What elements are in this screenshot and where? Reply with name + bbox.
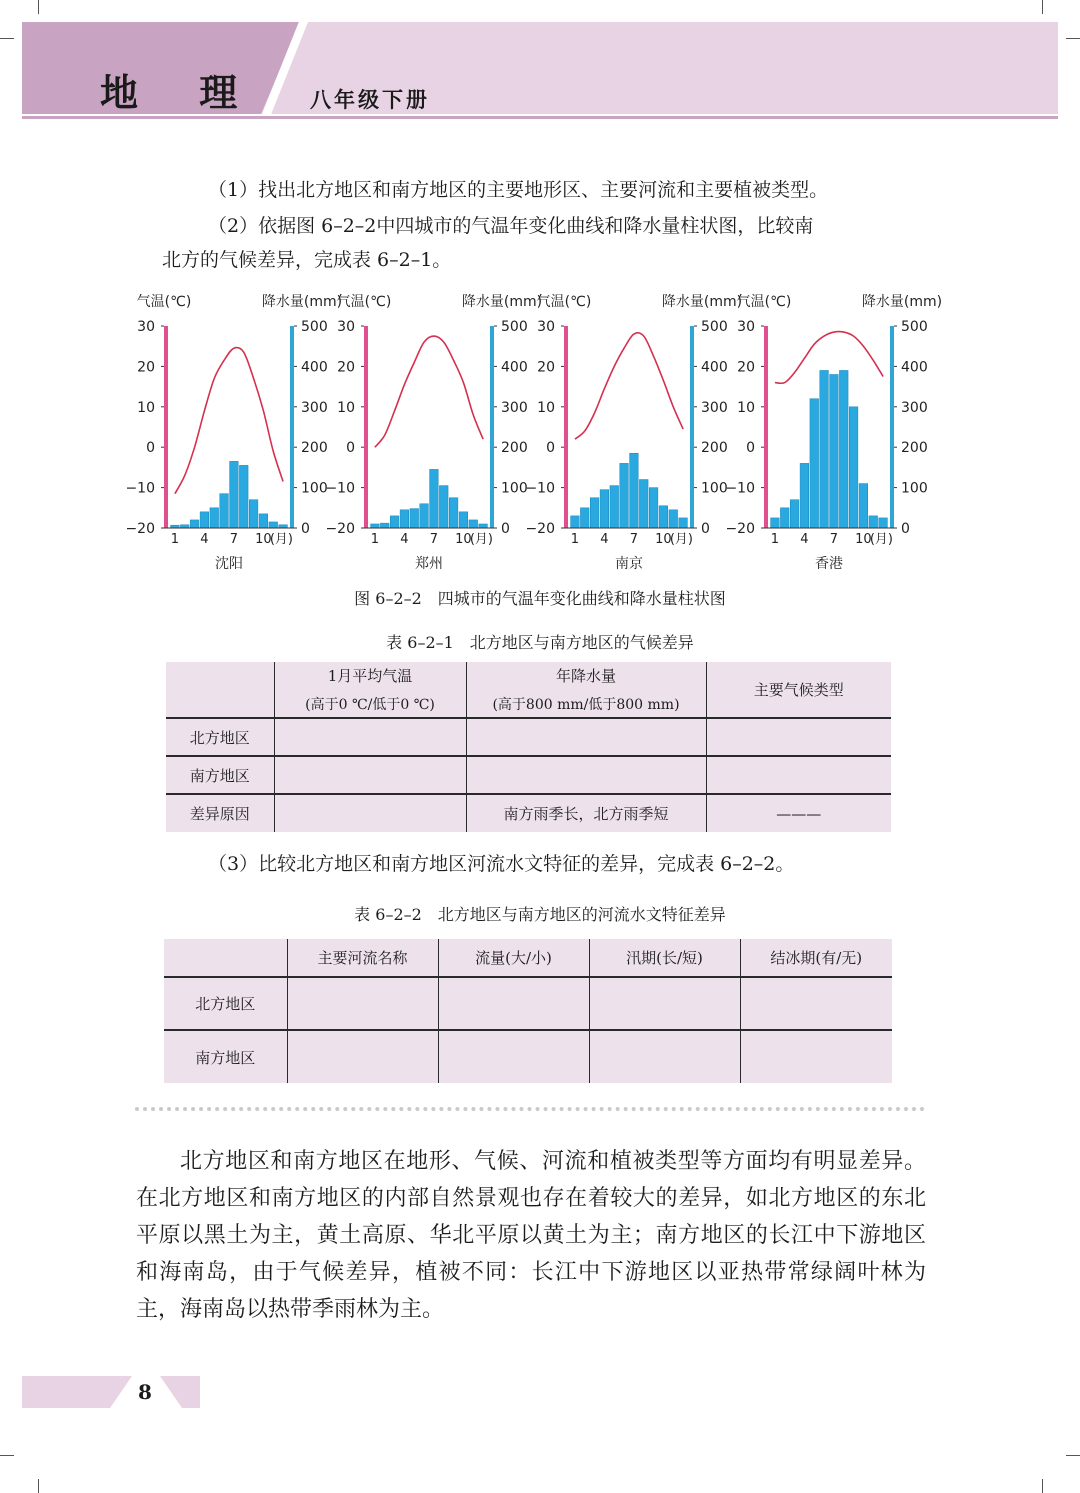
question-1: （1）找出北方地区和南方地区的主要地形区、主要河流和主要植被类型。	[208, 179, 829, 201]
precip-tick-label: 100	[901, 480, 928, 497]
precip-bar	[230, 461, 239, 528]
temperature-axis	[764, 326, 768, 528]
climate-chart-2	[325, 293, 542, 572]
precip-bar	[430, 469, 439, 528]
temp-tick-label: −20	[725, 521, 755, 537]
table1-caption: 表 6–2–1 北方地区与南方地区的气候差异	[386, 633, 694, 652]
precip-bar	[839, 370, 848, 528]
temp-tick-label: 0	[146, 440, 155, 457]
row-label-reason: 差异原因	[189, 805, 250, 823]
precip-tick-label: 100	[301, 480, 328, 497]
precip-bar	[449, 498, 458, 528]
precip-tick-label: 500	[701, 319, 728, 335]
climate-chart-1	[125, 293, 342, 572]
temp-tick-label: 30	[737, 319, 755, 335]
precip-bar	[580, 508, 589, 528]
precip-tick-label: 0	[501, 521, 510, 537]
question-2-line-1: （2）依据图 6–2–2中四城市的气温年变化曲线和降水量柱状图，比较南	[208, 215, 814, 237]
month-tick-label: 4	[200, 532, 209, 547]
precip-bar	[830, 374, 839, 528]
table-corner-cell	[166, 662, 274, 718]
month-tick-label: 10	[655, 532, 672, 547]
header-jan-temp: 1月平均气温 (高于0 ℃/低于0 ℃)	[274, 662, 466, 718]
temp-axis-title: 气温(℃)	[736, 294, 792, 310]
month-tick-label: 4	[600, 532, 609, 547]
precip-tick-label: 400	[701, 359, 728, 376]
river-features-table	[164, 939, 892, 1083]
question-3: （3）比较北方地区和南方地区河流水文特征的差异，完成表 6–2–2。	[208, 853, 795, 875]
answer-cell[interactable]	[740, 1030, 892, 1083]
temp-tick-label: 20	[737, 359, 755, 376]
month-tick-label: 1	[770, 532, 780, 547]
precip-tick-label: 400	[301, 359, 328, 376]
answer-cell[interactable]	[438, 977, 589, 1030]
subject-title: 地 理	[100, 71, 262, 115]
precip-axis-title: 降水量(mm)	[461, 294, 543, 310]
precip-bar	[571, 516, 580, 528]
precip-bar	[879, 518, 888, 528]
crop-mark	[38, 1479, 39, 1493]
precipitation-axis	[890, 326, 894, 528]
precip-tick-label: 0	[901, 521, 910, 537]
precipitation-axis	[690, 326, 694, 528]
city-name-label: 南京	[615, 556, 643, 572]
precip-bar	[190, 520, 199, 528]
temp-tick-label: −20	[125, 521, 155, 537]
answer-cell[interactable]	[466, 718, 706, 756]
dash-cell: ———	[706, 794, 891, 832]
row-label-north: 北方地区	[164, 977, 287, 1030]
precip-bar	[390, 516, 399, 528]
precip-tick-label: 300	[301, 399, 328, 416]
row-label-south: 南方地区	[195, 1048, 256, 1067]
table-row	[164, 977, 892, 1030]
table-row	[164, 1030, 892, 1083]
month-tick-label: 10	[855, 532, 872, 547]
temp-tick-label: −10	[325, 480, 355, 497]
temp-tick-label: 10	[737, 399, 755, 416]
precip-bar	[820, 370, 829, 528]
precipitation-axis	[490, 326, 494, 528]
precip-tick-label: 100	[701, 480, 728, 497]
precip-bar	[859, 484, 868, 528]
precipitation-axis	[290, 326, 294, 528]
precip-bar	[780, 508, 789, 528]
precip-bar	[620, 463, 629, 528]
climate-difference-table	[166, 662, 891, 832]
grade-label: 八年级下册	[310, 88, 430, 112]
month-tick-label: 7	[229, 532, 239, 547]
temp-tick-label: 0	[746, 440, 755, 457]
precip-bar	[380, 523, 389, 528]
header-river-name: 主要河流名称	[287, 939, 438, 977]
precip-bar	[790, 500, 799, 528]
header-climate-type: 主要气候类型	[706, 662, 891, 718]
precip-bar	[200, 512, 209, 528]
month-tick-label: 10	[255, 532, 272, 547]
temp-tick-label: −10	[525, 480, 555, 497]
answer-cell[interactable]	[589, 1030, 740, 1083]
precip-bar	[479, 524, 488, 528]
temp-axis-title: 气温(℃)	[536, 294, 592, 310]
header-flow: 流量(大/小)	[438, 939, 589, 977]
precip-bar	[849, 407, 858, 528]
temp-axis-title: 气温(℃)	[336, 294, 392, 310]
table2-caption: 表 6–2–2 北方地区与南方地区的河流水文特征差异	[354, 905, 726, 924]
month-tick-label: 7	[629, 532, 639, 547]
precip-bar	[590, 498, 599, 528]
precip-bar	[239, 465, 248, 528]
temp-tick-label: 10	[137, 399, 155, 416]
precip-axis-title: 降水量(mm)	[261, 294, 343, 310]
answer-cell[interactable]	[287, 1030, 438, 1083]
answer-cell[interactable]	[706, 718, 891, 756]
dotted-divider	[135, 1107, 925, 1111]
answer-cell[interactable]	[706, 756, 891, 794]
precip-bar	[810, 399, 819, 528]
climate-chart-3	[525, 293, 742, 572]
row-label-north: 北方地区	[166, 718, 274, 756]
temp-tick-label: 0	[546, 440, 555, 457]
climate-chart-4	[725, 293, 942, 572]
precip-bar	[771, 518, 780, 528]
precip-tick-label: 100	[501, 480, 528, 497]
precip-bar	[249, 500, 258, 528]
precip-tick-label: 400	[501, 359, 528, 376]
temperature-axis	[364, 326, 368, 528]
header-annual-precip: 年降水量 (高于800 mm/低于800 mm)	[466, 662, 706, 718]
temp-tick-label: 20	[337, 359, 355, 376]
temperature-curve	[375, 336, 483, 447]
header-freeze-period: 结冰期(有/无)	[740, 939, 892, 977]
precip-tick-label: 200	[901, 440, 928, 457]
precip-bar	[410, 509, 419, 528]
temp-axis-title: 气温(℃)	[136, 294, 192, 310]
temp-tick-label: 0	[346, 440, 355, 457]
table-header-row	[164, 939, 892, 977]
answer-cell[interactable]	[274, 756, 466, 794]
temp-tick-label: 10	[337, 399, 355, 416]
city-name-label: 香港	[815, 556, 843, 572]
temperature-curve	[575, 333, 683, 439]
answer-cell[interactable]	[274, 718, 466, 756]
precip-bar	[220, 494, 229, 528]
answer-cell[interactable]	[589, 977, 740, 1030]
precip-bar	[459, 512, 468, 528]
precip-bar	[659, 506, 668, 528]
body-paragraph: 北方地区和南方地区在地形、气候、河流和植被类型等方面均有明显差异。在北方地区和南方地区的内部自然景观也存在着较大的差异，如北方地区的东北平原以黑土为主，黄土高原、华北平原以黄土为主；南方地区的长江中下游地区和海南岛，由于气候差异，植被不同：长江中下游地区以亚热带常绿阔叶林为主，海南岛以热带季雨林为主。	[136, 1149, 926, 1322]
month-tick-label: 7	[829, 532, 839, 547]
month-unit-label: (月)	[669, 532, 693, 547]
precip-bar	[639, 480, 648, 528]
reason-text-cell: 南方雨季长，北方雨季短	[466, 794, 706, 832]
page-number: 8	[138, 1380, 152, 1404]
page-header	[0, 0, 1080, 130]
answer-cell[interactable]	[466, 756, 706, 794]
month-unit-label: (月)	[869, 532, 893, 547]
month-tick-label: 1	[570, 532, 580, 547]
temp-tick-label: −10	[125, 480, 155, 497]
temp-tick-label: −20	[325, 521, 355, 537]
precip-bar	[400, 510, 409, 528]
precip-bar	[610, 486, 619, 528]
precip-tick-label: 200	[501, 440, 528, 457]
temp-tick-label: 30	[337, 319, 355, 335]
precip-bar	[679, 518, 688, 528]
precip-bar	[869, 516, 878, 528]
footer-tab-right	[160, 1376, 200, 1408]
precip-bar	[669, 510, 678, 528]
month-tick-label: 1	[370, 532, 380, 547]
row-label-south: 南方地区	[166, 756, 274, 794]
month-tick-label: 10	[455, 532, 472, 547]
precip-bar	[600, 490, 609, 528]
precip-tick-label: 400	[901, 359, 928, 376]
precip-tick-label: 500	[301, 319, 328, 335]
question-2-line-2: 北方的气候差异，完成表 6–2–1。	[162, 249, 452, 271]
precip-tick-label: 0	[701, 521, 710, 537]
precip-tick-label: 500	[501, 319, 528, 335]
precip-tick-label: 500	[901, 319, 928, 335]
temp-tick-label: 20	[137, 359, 155, 376]
temp-tick-label: 10	[537, 399, 555, 416]
precip-bar	[439, 486, 448, 528]
precip-tick-label: 0	[301, 521, 310, 537]
precip-tick-label: 300	[901, 399, 928, 416]
crop-mark	[0, 1455, 14, 1456]
temp-tick-label: −10	[725, 480, 755, 497]
month-tick-label: 1	[170, 532, 180, 547]
month-unit-label: (月)	[269, 532, 293, 547]
precip-bar	[371, 524, 380, 528]
answer-cell[interactable]	[274, 794, 466, 832]
temperature-axis	[164, 326, 168, 528]
table-corner-cell	[164, 939, 287, 977]
figure-caption: 图 6–2–2 四城市的气温年变化曲线和降水量柱状图	[354, 589, 726, 608]
precip-tick-label: 300	[501, 399, 528, 416]
table-row	[166, 756, 891, 794]
month-unit-label: (月)	[469, 532, 493, 547]
temperature-curve	[775, 332, 883, 384]
precip-bar	[800, 463, 809, 528]
precip-axis-title: 降水量(mm)	[861, 294, 943, 310]
precip-axis-title: 降水量(mm)	[661, 294, 743, 310]
crop-mark	[1042, 1479, 1043, 1493]
table-header-row	[166, 662, 891, 718]
temp-tick-label: −20	[525, 521, 555, 537]
answer-cell[interactable]	[287, 977, 438, 1030]
precip-bar	[259, 514, 268, 528]
crop-mark	[1066, 1455, 1080, 1456]
answer-cell[interactable]	[740, 977, 892, 1030]
precip-bar	[420, 504, 429, 528]
month-tick-label: 7	[429, 532, 439, 547]
precip-bar	[630, 453, 639, 528]
table-row	[166, 794, 891, 832]
precip-bar	[210, 508, 219, 528]
month-tick-label: 4	[800, 532, 809, 547]
temperature-curve	[175, 348, 283, 494]
header-flood-season: 汛期(长/短)	[589, 939, 740, 977]
climate-charts-figure	[125, 286, 943, 576]
precip-bar	[649, 488, 658, 528]
answer-cell[interactable]	[438, 1030, 589, 1083]
month-tick-label: 4	[400, 532, 409, 547]
temp-tick-label: 30	[137, 319, 155, 335]
city-name-label: 沈阳	[215, 556, 243, 572]
temp-tick-label: 30	[537, 319, 555, 335]
precip-bar	[269, 522, 278, 528]
precip-bar	[469, 520, 478, 528]
temperature-axis	[564, 326, 568, 528]
precip-tick-label: 200	[301, 440, 328, 457]
city-name-label: 郑州	[415, 556, 443, 572]
footer-tab	[22, 1376, 132, 1408]
temp-tick-label: 20	[537, 359, 555, 376]
table-row	[166, 718, 891, 756]
precip-tick-label: 300	[701, 399, 728, 416]
precip-tick-label: 200	[701, 440, 728, 457]
